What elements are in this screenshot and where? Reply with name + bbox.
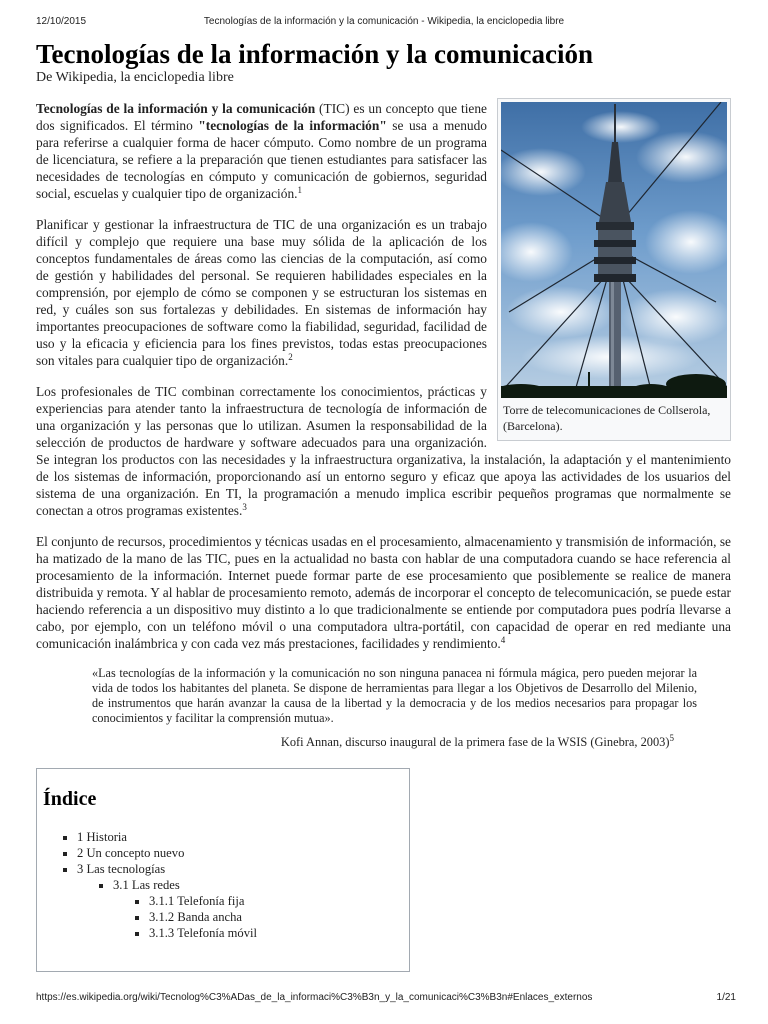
ref-4[interactable]: 4: [500, 635, 506, 645]
toc-item-banda-ancha[interactable]: ▪ 3.1.2 Banda ancha: [149, 909, 409, 925]
toc-item-concepto-nuevo[interactable]: ▪ 2 Un concepto nuevo: [77, 845, 409, 861]
article-content: [36, 38, 731, 972]
ref-1[interactable]: 1: [297, 185, 303, 195]
table-of-contents: [36, 768, 410, 972]
toc-title: Índice: [43, 788, 97, 810]
toc-item-tecnologias[interactable]: ▪ 3 Las tecnologías ▪ 3.1 Las redes ▪ 3.1.1 Telefonía fija ▪ 3.1.2 Banda ancha ▪ 3.1.3 Telefonía móvil: [77, 861, 409, 941]
page-number: 1/21: [716, 992, 736, 1003]
ref-5[interactable]: 5: [669, 733, 674, 743]
toc-item-redes[interactable]: ▪ 3.1 Las redes ▪ 3.1.1 Telefonía fija ▪ 3.1.2 Banda ancha ▪ 3.1.3 Telefonía móvil: [113, 877, 409, 941]
tower-photo[interactable]: [501, 102, 727, 398]
paragraph-4: El conjunto de recursos, procedimientos y técnicas usadas en el procesamiento, almacenamiento y transmisión de información, se ha matizado de la mano de las TIC, pues en la actualidad no basta con hablar de una computadora cuando se hace referencia al procesamiento de la información. Internet puede formar parte de ese procesamiento que posiblemente se realice de manera distribuida y remota. Y al hablar de procesamiento remoto, además de incorporar el concepto de telecomunicación, se puede estar haciendo referencia a un dispositivo muy distinto a lo que tradicionalmente se entiende por computadora pues podría llevarse a cabo, por ejemplo, con un teléfono móvil o una computadora ultra-portátil, con capacidad de operar en red mediante una comunicación inalámbrica y con cada vez más prestaciones, facilidades y rendimiento.$^4$: [36, 534, 731, 651]
tower-figure: [497, 98, 731, 441]
toc-item-historia[interactable]: ▪ 1 Historia: [77, 829, 409, 845]
toc-item-telefonia-fija[interactable]: ▪ 3.1.1 Telefonía fija: [149, 893, 409, 909]
ref-2[interactable]: 2: [288, 352, 293, 362]
article-title: Tecnologías de la información y la comunicación: [36, 39, 594, 69]
print-date: 12/10/2015: [36, 16, 87, 27]
blockquote: «Las tecnologías de la información y la comunicación no son ninguna panacea ni fórmula mágica, pero pueden mejorar la vida de todos los habitantes del planeta. Se dispone de herramientas para llegar a los Objetivos de Desarrollo del Milenio, de instrumentos que harán avanzar la causa de la libertad y la democracia y de los medios necesarios para propagar los conocimientos y facilitar la comprensión mutua».: [92, 666, 697, 725]
toc-list: [43, 829, 409, 941]
term-tic: Tecnologías de la información y la comunicación: [36, 101, 316, 116]
ref-3[interactable]: 3: [242, 502, 247, 512]
term-ti: "tecnologías de la información": [198, 118, 387, 133]
print-url: https://es.wikipedia.org/wiki/Tecnolog%C3%ADas_de_la_informaci%C3%B3n_y_la_comunicaci%C3%B3n#Enlaces_externos: [36, 992, 593, 1003]
print-page-title: Tecnologías de la información y la comunicación - Wikipedia, la enciclopedia libre: [203, 16, 565, 27]
paragraph-1: Tecnologías de la información y la comunicación (TIC) es un concepto que tiene dos significados. El término "tecnologías de la información" se usa a menudo para referirse a cualquier forma de hacer cómputo. Como nombre de un programa de licenciatura, se refiere a la preparación que tienen estudiantes para satisfacer las necesidades de tecnologías en cómputo y comunicación de gobiernos, seguridad social, escuelas y cualquier tipo de organización.$^1$: [36, 101, 487, 201]
article-subtitle: De Wikipedia, la enciclopedia libre: [36, 70, 234, 85]
paragraph-2: Planificar y gestionar la infraestructura de TIC de una organización es un trabajo difícil y complejo que requiere una base muy sólida de la aplicación de los conceptos fundamentales de áreas como las ciencias de la computación, así como de gestión y habilidades del personal. Se requieren habilidades especiales en la comprensión, por ejemplo de cómo se componen y se estructuran los sistemas en red, y cuáles son sus fortalezas y debilidades. En sistemas de información hay importantes preocupaciones de software como la fiabilidad, seguridad, facilidad de uso y la eficacia y eficiencia para los fines previstos, todas estas preocupaciones son vitales para cualquier tipo de organización.$^2$: [36, 217, 487, 368]
paragraph-3: Los profesionales de TIC combinan correctamente los conocimientos, prácticas y experiencias para atender tanto la infraestructura de tecnología de información de una organización y las personas que lo utilizan. Asumen la responsabilidad de la selección de productos de hardware y software adecuados para una organización. Se integran los productos con las necesidades y la infraestructura organizativa, la instalación, la adaptación y el mantenimiento de los sistemas de información, proporcionando así un entorno seguro y eficaz que apoya las actividades de los usuarios del sistema de una organización. En TI, la programación a menudo implica escribir pequeños programas que normalmente se conectan a otros programas existentes.$^3$: [36, 384, 731, 518]
figure-caption: Torre de telecomunicaciones de Collserola, (Barcelona).: [503, 403, 711, 433]
toc-item-telefonia-movil[interactable]: ▪ 3.1.3 Telefonía móvil: [149, 925, 409, 941]
quote-attribution: Kofi Annan, discurso inaugural de la primera fase de la WSIS (Ginebra, 2003)$^5$: [280, 733, 674, 749]
